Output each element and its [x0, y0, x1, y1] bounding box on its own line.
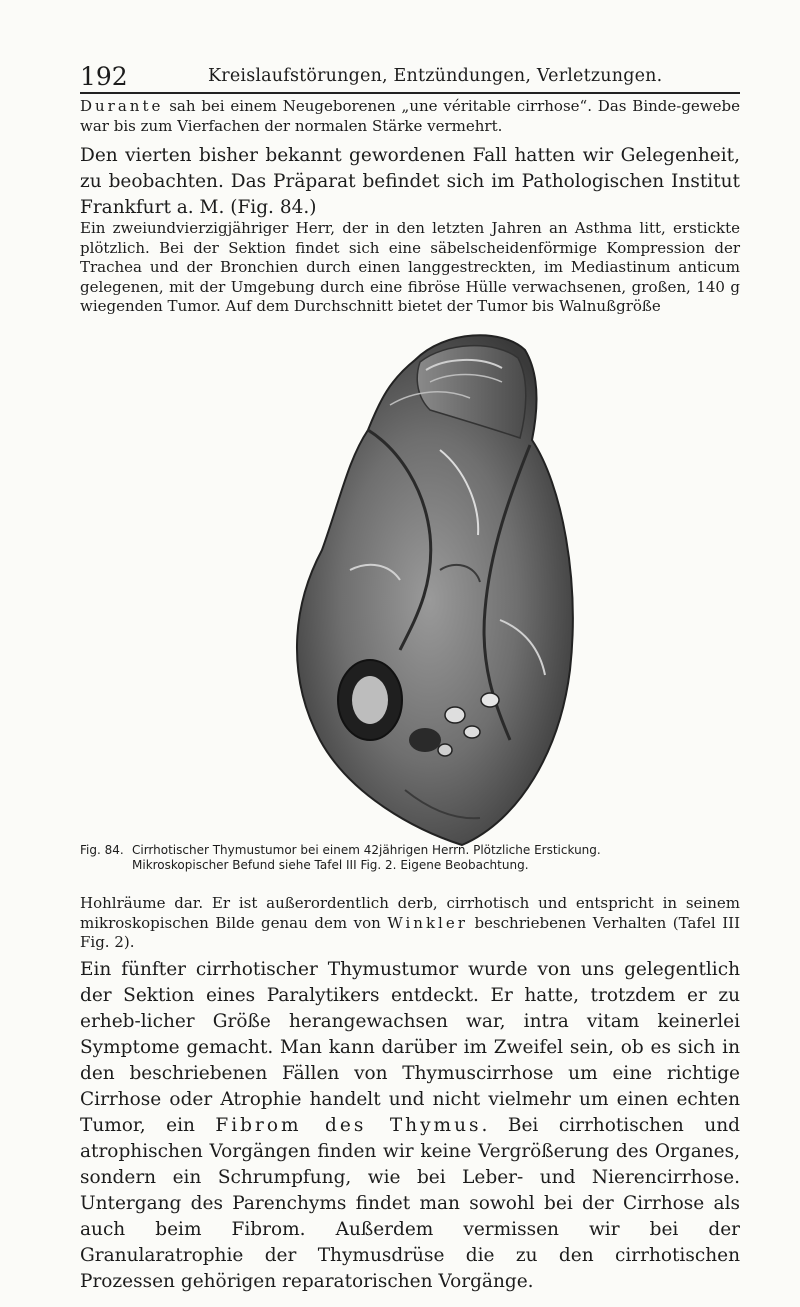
- running-title: Kreislaufstörungen, Entzündungen, Verletzungen.: [208, 66, 663, 86]
- figure-caption: [80, 843, 740, 873]
- term-fibrom-des-thymus: Fibrom des Thymus: [215, 1115, 482, 1136]
- figure-label: Fig. 84.: [80, 843, 124, 857]
- author-durante: Durante: [80, 97, 164, 115]
- figure-thymus-tumor-illustration: [240, 320, 700, 860]
- paragraph-findings: [80, 894, 740, 953]
- author-winkler: Winkler: [387, 913, 468, 932]
- paragraph-fifth-case-text-a: Ein fünfter cirrhotischer Thymustumor wurde von uns gelegentlich der Sektion eines Paralytikers entdeckt. Er hatte, trotzdem er zu erheb-licher Größe herangewachsen war, intra vitam keinerlei Symptome gemacht. Man kann darüber im Zweifel sein, ob es sich in den beschriebenen Fällen von Thymuscirrhose um eine richtige Cirrhose oder Atrophie handelt und nicht vielmehr um einen echten Tumor, ein: [80, 959, 740, 1136]
- paragraph-fifth-case-text-b: . Bei cirrhotischen und atrophischen Vorgängen finden wir keine Vergrößerung des Organes, sondern ein Schrumpfung, wie bei Leber- und Nierencirrhose. Untergang des Parenchyms findet man sowohl bei der Cirrhose als auch beim Fibrom. Außerdem vermissen wir bei der Granularatrophie der Thymusdrüse die zu den cirrhotischen Prozessen gehörigen reparatorischen Vorgänge.: [80, 1115, 741, 1292]
- running-header: [80, 60, 740, 94]
- paragraph-findings-text-a: Hohlräume dar. Er ist außerordentlich derb, cirrhotisch und entspricht in seinem mikroskopischen Bilde genau dem von: [80, 894, 740, 932]
- paragraph-durante-text: sah bei einem Neugeborenen „une véritable cirrhose“. Das Binde-gewebe war bis zum Vierfachen der normalen Stärke vermehrt.: [80, 97, 740, 135]
- paragraph-durante: [80, 97, 740, 136]
- paragraph-case-description: Ein zweiundvierzigjähriger Herr, der in den letzten Jahren an Asthma litt, erstickte plötzlich. Bei der Sektion findet sich eine säbelscheidenförmige Kompression der Trachea und der Bronchien durch einen langgestreckten, im Mediastinum anticum gelegenen, mit der Umgebung durch eine fibröse Hülle verwachsenen, großen, 140 g wiegenden Tumor. Auf dem Durchschnitt bietet der Tumor bis Walnußgröße: [80, 219, 740, 315]
- header-rule: [80, 92, 740, 94]
- paragraph-fourth-case: Den vierten bisher bekannt gewordenen Fall hatten wir Gelegenheit, zu beobachten. Das Präparat befindet sich im Pathologischen Institut Frankfurt a. M. (Fig. 84.): [80, 145, 740, 218]
- page-number: 192: [80, 62, 128, 91]
- caption-line-2: Mikroskopischer Befund siehe Tafel III Fig. 2. Eigene Beobachtung.: [132, 858, 529, 872]
- paragraph-fifth-case: [80, 957, 740, 1295]
- paragraph-findings-text-b: beschriebenen Verhalten (Tafel III Fig. 2).: [80, 913, 740, 951]
- caption-line-1: Cirrhotischer Thymustumor bei einem 42jährigen Herrn. Plötzliche Erstickung.: [132, 843, 601, 857]
